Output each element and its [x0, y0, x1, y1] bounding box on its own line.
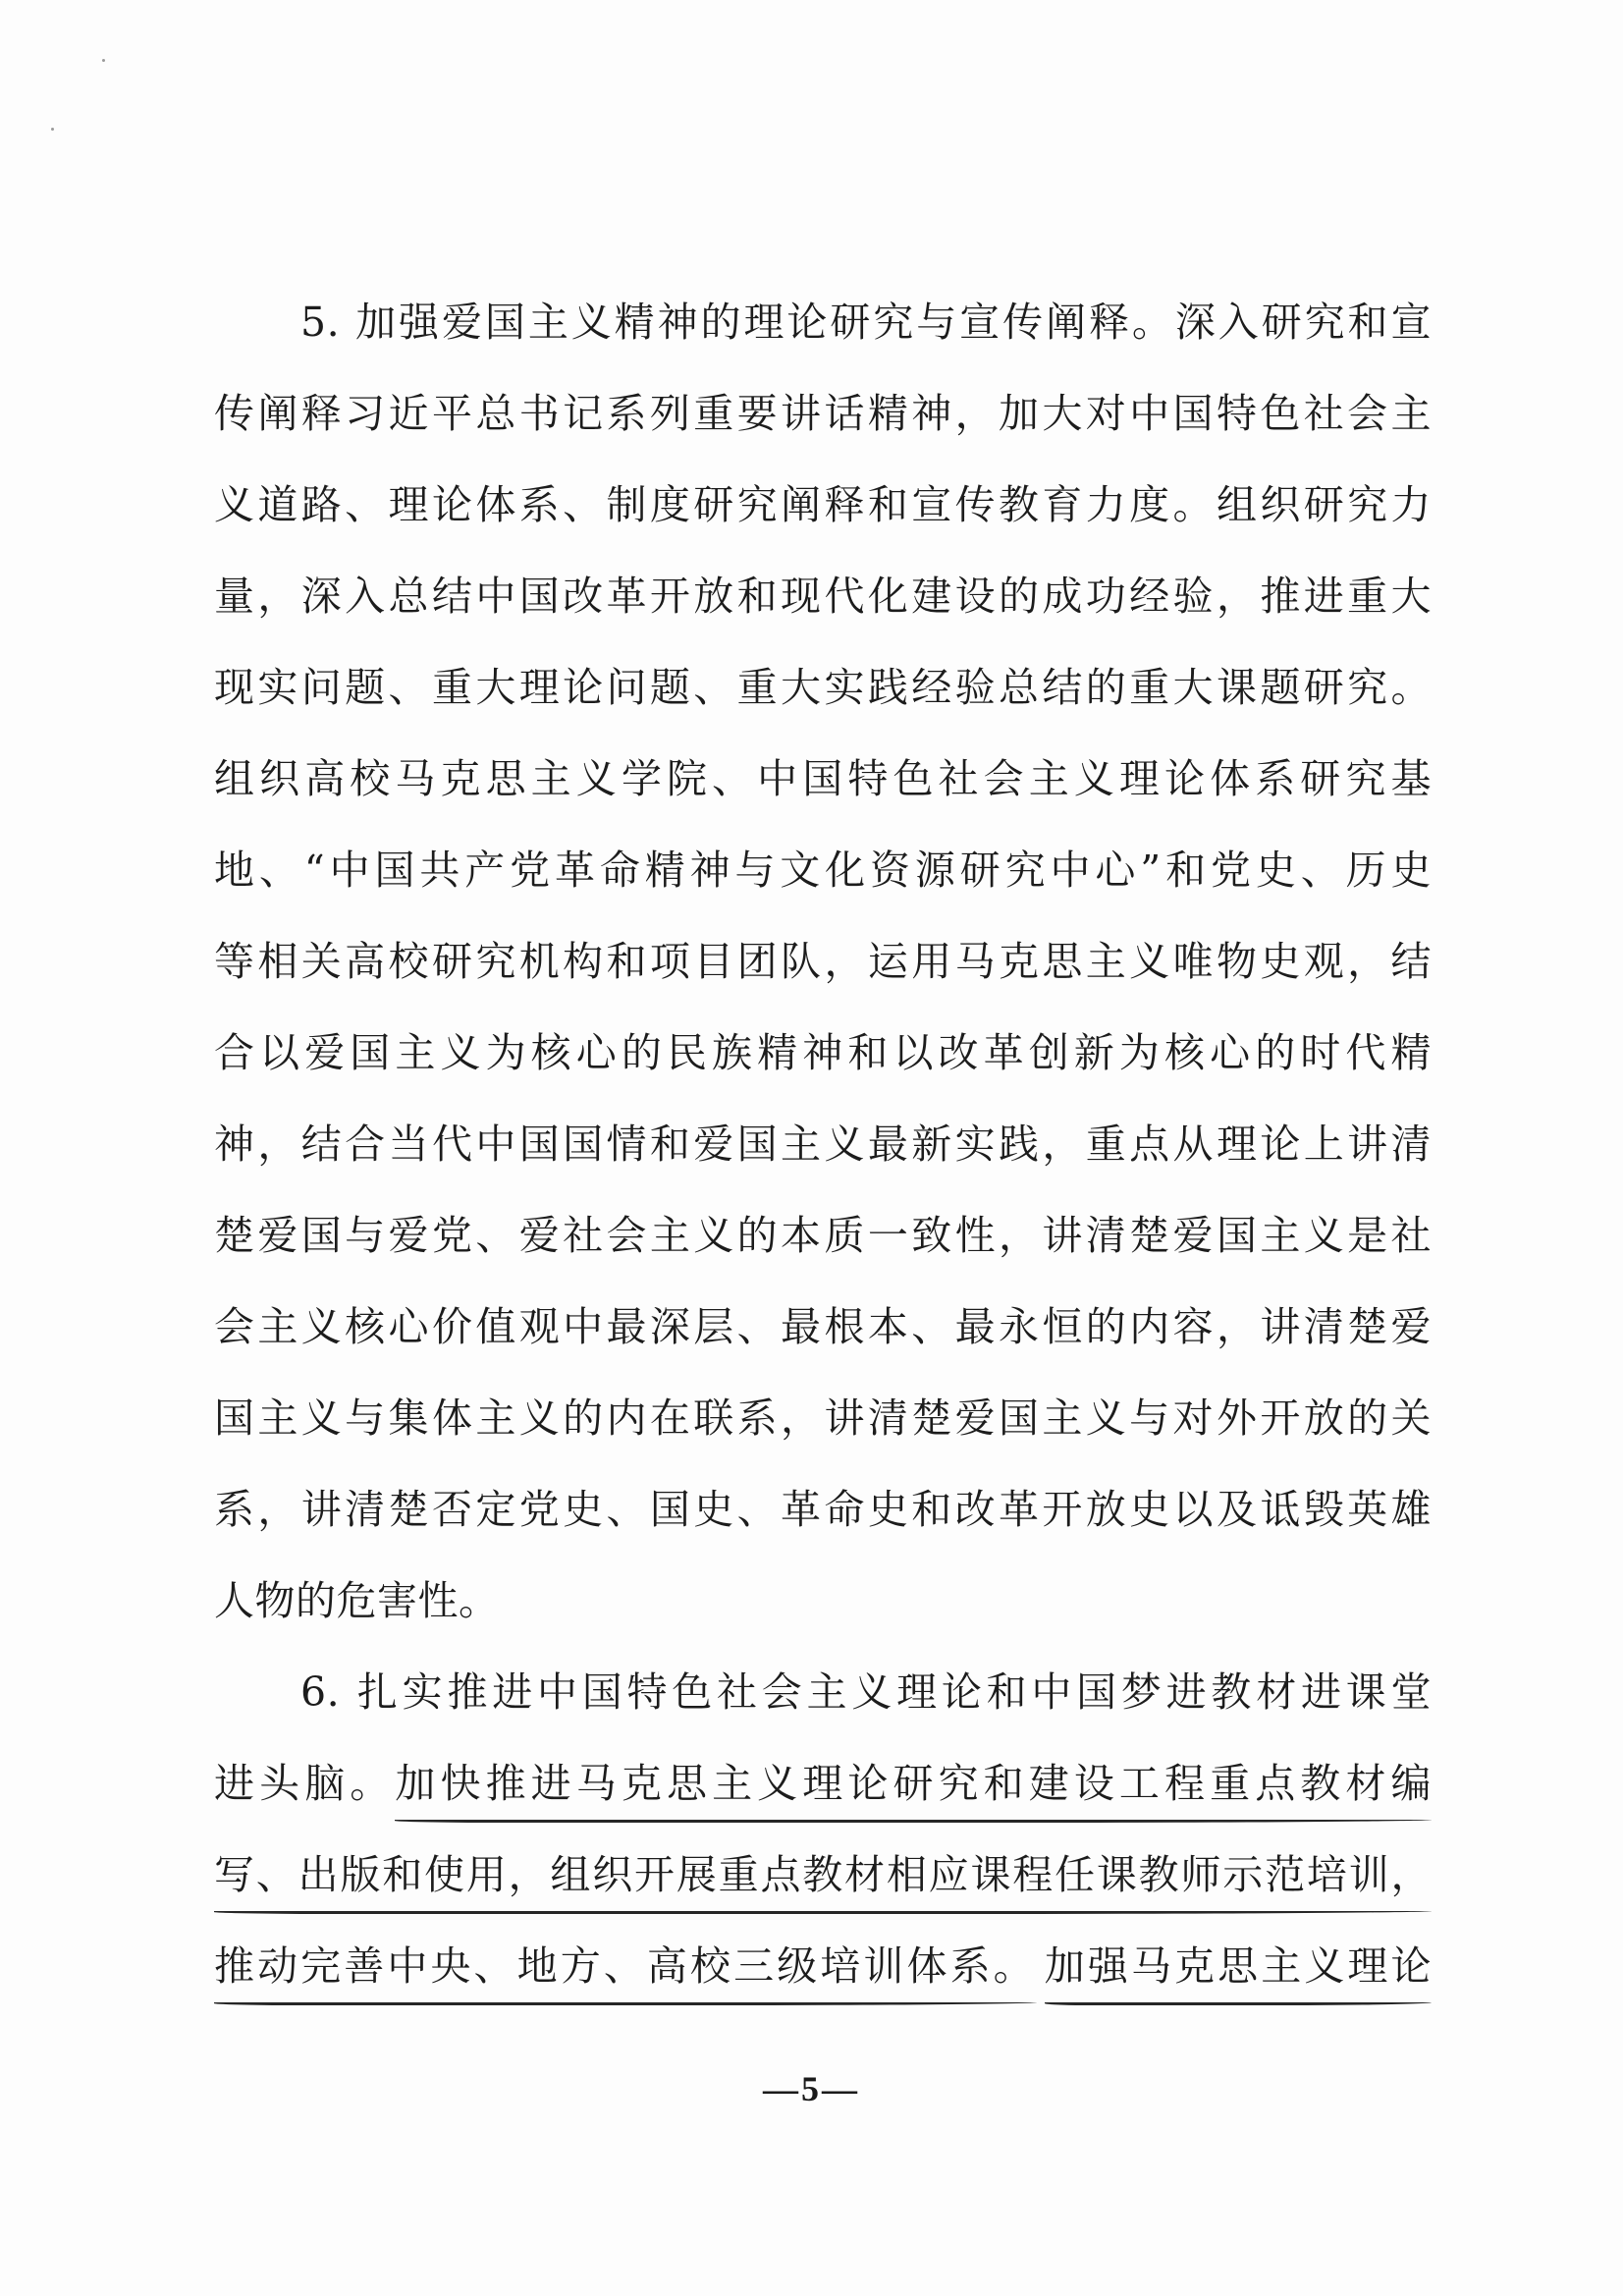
- text-line: 合以爱国主义为核心的民族精神和以改革创新为核心的时代精: [214, 1029, 1432, 1076]
- paragraph-5: [214, 277, 1432, 1647]
- text-line: 现实问题、重大理论问题、重大实践经验总结的重大课题研究。: [214, 664, 1432, 711]
- scan-speck: [51, 128, 54, 131]
- pen-underlined-text: 写、出版和使用，组织开展重点教材相应课程任课教师示范培训，: [214, 1851, 1432, 1914]
- text-line: 国主义与集体主义的内在联系，讲清楚爱国主义与对外开放的关: [214, 1394, 1432, 1442]
- document-body: [214, 277, 1432, 2012]
- text-line: 义道路、理论体系、制度研究阐释和宣传教育力度。组织研究力: [214, 481, 1432, 528]
- pen-underlined-text: 推动完善中央、地方、高校三级培训体系。: [214, 1942, 1037, 2005]
- text-line: [300, 1647, 1432, 1738]
- text-line: 地、“中国共产党革命精神与文化资源研究中心”和党史、历史: [214, 847, 1432, 894]
- scan-speck: [102, 59, 105, 62]
- text-line: 人物的危害性。: [214, 1577, 500, 1624]
- text-line: [214, 1830, 1432, 1921]
- page-number: —5—: [763, 2069, 860, 2108]
- text-line: 量，深入总结中国改革开放和现代化建设的成功经验，推进重大: [214, 573, 1432, 620]
- text-line: 组织高校马克思主义学院、中国特色社会主义理论体系研究基: [214, 755, 1432, 802]
- text-line: 系，讲清楚否定党史、国史、革命史和改革开放史以及诋毁英雄: [214, 1486, 1432, 1533]
- text-line: 神，结合当代中国国情和爱国主义最新实践，重点从理论上讲清: [214, 1121, 1432, 1168]
- text-line: 5. 加强爱国主义精神的理论研究与宣传阐释。深入研究和宣: [300, 299, 1432, 346]
- line-text: 6. 扎实推进中国特色社会主义理论和中国梦进教材进课堂: [300, 1668, 1432, 1716]
- pen-underlined-text: 加快推进马克思主义理论研究和建设工程重点教材编: [395, 1760, 1432, 1823]
- text-line: [214, 1921, 1432, 2012]
- text-line: [214, 1738, 1432, 1830]
- text-line: 会主义核心价值观中最深层、最根本、最永恒的内容，讲清楚爱: [214, 1303, 1432, 1350]
- text-line: 传阐释习近平总书记系列重要讲话精神，加大对中国特色社会主: [214, 390, 1432, 437]
- text-line: 楚爱国与爱党、爱社会主义的本质一致性，讲清楚爱国主义是社: [214, 1212, 1432, 1259]
- text-line: 等相关高校研究机构和项目团队，运用马克思主义唯物史观，结: [214, 938, 1432, 985]
- pen-underlined-text: 加强马克思主义理论: [1045, 1942, 1432, 2005]
- line-text: 进头脑。: [214, 1760, 396, 1807]
- paragraph-6: [214, 1647, 1432, 2012]
